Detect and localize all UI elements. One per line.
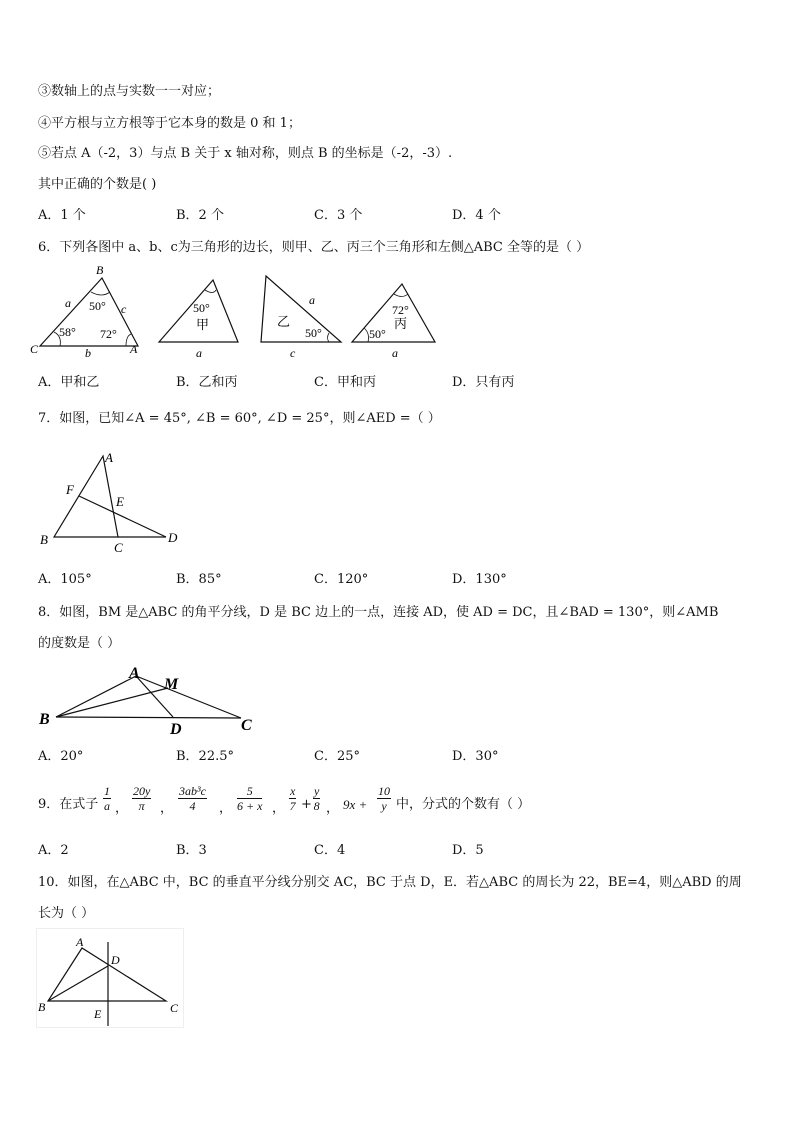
q10-figure: [36, 928, 184, 1028]
q9-prefix: 9．在式子: [38, 797, 99, 812]
q8-option-a[interactable]: A．20°: [38, 749, 84, 764]
q6-label-C: C: [30, 342, 39, 356]
q8-label-D: D: [170, 721, 182, 738]
q6-label-B: B: [96, 263, 104, 277]
q8-stem-line2: 的度数是（ ）: [38, 636, 121, 651]
q6-option-d[interactable]: D．只有丙: [452, 375, 515, 390]
q10-label-E: E: [94, 1007, 102, 1021]
q5-option-c[interactable]: C．3 个: [314, 208, 363, 223]
q6-t1-name: 甲: [196, 317, 210, 332]
q9-fraction-2: [132, 784, 151, 813]
q5-option-d[interactable]: D．4 个: [452, 208, 501, 223]
q9-f4-den: 6 + x: [237, 799, 263, 813]
q9-f6-prefix: 9x +: [343, 797, 368, 812]
statement-5: ⑤若点 A（-2，3）与点 B 关于 x 轴对称，则点 B 的坐标是（-2，-3）.: [38, 146, 453, 161]
q9-fraction-3: [178, 784, 207, 813]
q7-label-E: E: [116, 494, 124, 509]
q9-sep-2: ，: [160, 801, 174, 816]
q6-option-a[interactable]: A．甲和乙: [38, 375, 100, 390]
q6-t2-side-a: a: [309, 293, 315, 307]
q10-label-D: D: [111, 953, 120, 967]
q5-option-b[interactable]: B．2 个: [176, 208, 224, 223]
q8-label-M: M: [164, 676, 179, 693]
q9-f3-num: 3ab³c: [179, 784, 206, 798]
q9-fraction-4: [237, 784, 262, 813]
q6-t2-side-c: c: [290, 346, 296, 360]
q9-f5-plus: +: [301, 797, 312, 812]
q7-label-B: B: [40, 532, 48, 547]
q7-label-D: D: [168, 530, 178, 545]
q9-suffix: 中，分式的个数有（ ）: [396, 797, 531, 812]
q10-stem-line1: 10．如图，在△ABC 中，BC 的垂直平分线分别交 AC，BC 于点 D，E．若△ABC 的周长为 22，BE=4，则△ABD 的周: [38, 875, 742, 890]
q9-fraction-5b: [313, 784, 320, 813]
q10-label-A: A: [76, 935, 84, 949]
q5-question: 其中正确的个数是( ): [38, 177, 157, 192]
q9-option-b[interactable]: B．3: [176, 843, 207, 858]
q9-sep-4: ，: [272, 801, 286, 816]
q6-t1-side: a: [196, 346, 202, 360]
q7-figure: [36, 448, 186, 558]
q6-angle-50: 50°: [89, 299, 106, 313]
q9-option-d[interactable]: D．5: [452, 843, 484, 858]
statement-4: ④平方根与立方根等于它本身的数是 0 和 1；: [38, 116, 301, 131]
q8-option-c[interactable]: C．25°: [314, 749, 360, 764]
q6-angle-72: 72°: [100, 327, 117, 341]
q9-f5b-num: y: [314, 784, 320, 798]
q10-label-C: C: [170, 1001, 179, 1015]
q6-label-A: A: [130, 342, 138, 356]
q6-option-c[interactable]: C．甲和丙: [314, 375, 376, 390]
q9-f3-den: 4: [189, 799, 196, 813]
q6-label-b: b: [85, 346, 91, 360]
q9-option-c[interactable]: C．4: [314, 843, 346, 858]
q7-option-a[interactable]: A．105°: [38, 572, 92, 587]
q9-f1-den: a: [104, 799, 110, 813]
q8-label-C: C: [241, 717, 252, 734]
q7-label-F: F: [66, 482, 74, 497]
q9-f6-den: y: [381, 799, 387, 813]
q8-option-b[interactable]: B．22.5°: [176, 749, 234, 764]
q7-stem: 7．如图，已知∠A = 45°, ∠B = 60°, ∠D = 25°，则∠AED =（ ）: [38, 411, 441, 426]
q9-f4-num: 5: [237, 784, 262, 799]
q8-label-A: A: [129, 665, 140, 682]
q9-f2-den: π: [138, 799, 145, 813]
q8-figure: [36, 662, 266, 738]
q6-label-a: a: [65, 296, 71, 310]
q9-sep-3: ，: [219, 801, 233, 816]
q6-figure: [30, 262, 450, 362]
q6-t2-angle: 50°: [305, 326, 322, 340]
q9-fraction-1: [103, 784, 111, 813]
q6-t2-name: 乙: [277, 314, 291, 329]
statement-3: ③数轴上的点与实数一一对应；: [38, 84, 221, 99]
q6-option-b[interactable]: B．乙和丙: [176, 375, 238, 390]
q7-option-b[interactable]: B．85°: [176, 572, 222, 587]
q8-label-B: B: [39, 711, 50, 728]
q9-sep-1: ，: [115, 801, 129, 816]
q9-f5a-num: x: [290, 784, 296, 798]
q10-label-B: B: [38, 1000, 46, 1014]
q9-f5b-den: 8: [313, 799, 320, 813]
q10-stem-line2: 长为（ ）: [38, 906, 95, 921]
q9-fraction-6: [377, 784, 391, 813]
q9-f5a-den: 7: [289, 799, 296, 813]
q8-stem-line1: 8．如图，BM 是△ABC 的角平分线，D 是 BC 边上的一点，连接 AD，使 AD = DC，且∠BAD = 130°，则∠AMB: [38, 605, 719, 620]
q6-t3-angle-50: 50°: [369, 327, 386, 341]
q7-label-C: C: [114, 540, 123, 555]
q9-sep-5: ，: [326, 801, 340, 816]
q9-option-a[interactable]: A．2: [38, 843, 69, 858]
q9-f2-num: 20y: [133, 784, 151, 798]
q9-fraction-5a: [289, 784, 296, 813]
q6-t1-angle: 50°: [193, 301, 210, 315]
q6-angle-58: 58°: [59, 325, 76, 339]
q6-t3-angle-72: 72°: [392, 303, 409, 317]
q7-option-c[interactable]: C．120°: [314, 572, 369, 587]
q8-option-d[interactable]: D．30°: [452, 749, 499, 764]
q6-stem: 6．下列各图中 a、b、c为三角形的边长，则甲、乙、丙三个三角形和左侧△ABC 全等的是（ ）: [38, 240, 590, 255]
q6-label-c: c: [121, 302, 127, 316]
q6-t3-name: 丙: [394, 316, 408, 331]
q9-f1-num: 1: [104, 784, 110, 798]
q7-label-A: A: [105, 450, 113, 465]
q7-option-d[interactable]: D．130°: [452, 572, 507, 587]
q5-option-a[interactable]: A．1 个: [38, 208, 86, 223]
q9-f6-num: 10: [378, 784, 390, 798]
q6-t3-side: a: [392, 346, 398, 360]
